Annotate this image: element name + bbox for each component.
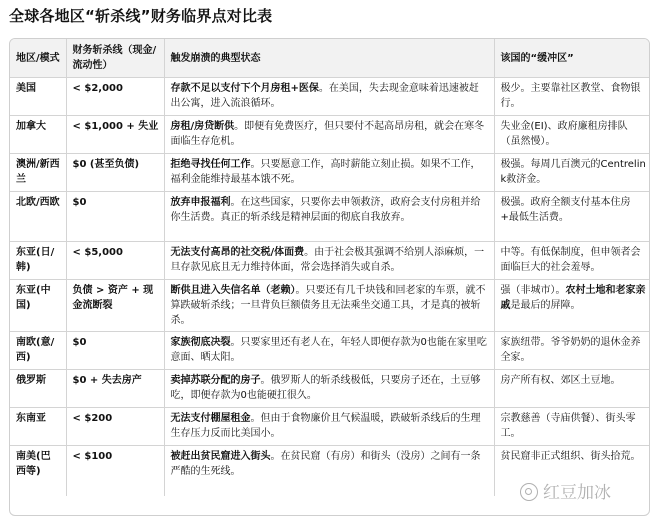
buffer-detail: 是最后的屏障。	[510, 300, 581, 311]
buffer-detail: 失业金(EI)、政府廉租房排队（虽然慢）。	[500, 121, 628, 147]
header-trigger-state: 触发崩溃的典型状态	[164, 39, 494, 78]
table-row	[10, 332, 650, 370]
comparison-table	[10, 39, 650, 496]
cell-cutoff-line: 负债 > 资产 + 现金流断裂	[66, 280, 164, 332]
buffer-keyword: 农村土地和老家亲戚	[500, 285, 646, 311]
trigger-state-keyword: 家族彻底决裂	[170, 337, 231, 348]
trigger-state-keyword: 无法支付高昂的社交税/体面费	[170, 247, 305, 258]
trigger-state-detail: 。俄罗斯人的斩杀线极低，只要房子还在，土豆够吃，即便存款为0也能硬扛很久。	[170, 375, 481, 401]
cell-cutoff-line: $0	[66, 332, 164, 370]
weibo-logo-icon	[520, 483, 538, 501]
cell-buffer	[494, 116, 650, 154]
trigger-state-detail: 。只要家里还有老人在，年轻人即便存款为0也能在家里吃意面、晒太阳。	[170, 337, 487, 363]
watermark-text: 红豆加冰	[543, 483, 611, 503]
table-body	[10, 78, 650, 496]
buffer-detail: 极强。政府全额支付基本住房+最低生活费。	[500, 197, 631, 223]
table-row	[10, 78, 650, 116]
cell-cutoff-line: < $100	[66, 446, 164, 496]
buffer-detail: 极强。每周几百澳元的Centrelink救济金。	[500, 159, 646, 185]
trigger-state-detail: 。只要愿意工作，高时薪能立刻止损。如果不工作，福利金能维持最基本饿不死。	[170, 159, 481, 185]
trigger-state-detail: 。由于社会极其强调不给别人添麻烦，一旦存款见底且无力维持体面，常会选择消失或自杀。	[170, 247, 485, 273]
buffer-prefix: 强（非城市）。	[500, 285, 566, 296]
table-header	[10, 39, 650, 78]
cell-cutoff-line: $0	[66, 192, 164, 242]
trigger-state-keyword: 断供且进入失信名单（老赖）	[170, 285, 296, 296]
table-row	[10, 242, 650, 280]
cell-buffer	[494, 192, 650, 242]
cell-trigger-state	[164, 78, 494, 116]
cell-cutoff-line: < $1,000 + 失业	[66, 116, 164, 154]
cell-trigger-state	[164, 370, 494, 408]
header-row	[10, 39, 650, 78]
trigger-state-keyword: 存款不足以支付下个月房租+医保	[170, 83, 319, 94]
buffer-detail: 房产所有权、郊区土豆地。	[500, 375, 621, 386]
buffer-detail: 极少。主要靠社区教堂、食物银行。	[500, 83, 641, 109]
buffer-detail: 贫民窟非正式组织、街头拾荒。	[500, 451, 641, 462]
trigger-state-keyword: 无法支付棚屋租金	[170, 413, 251, 424]
cell-region: 加拿大	[10, 116, 66, 154]
page-title: 全球各地区“斩杀线”财务临界点对比表	[9, 7, 273, 25]
cell-cutoff-line: < $5,000	[66, 242, 164, 280]
watermark	[520, 482, 611, 504]
cell-cutoff-line: < $2,000	[66, 78, 164, 116]
cell-cutoff-line: $0 + 失去房产	[66, 370, 164, 408]
cell-buffer	[494, 408, 650, 446]
cell-region: 澳洲/新西兰	[10, 154, 66, 192]
table-row	[10, 280, 650, 332]
table-row	[10, 116, 650, 154]
cell-trigger-state	[164, 154, 494, 192]
cell-region: 东南亚	[10, 408, 66, 446]
cell-cutoff-line: $0 (甚至负债)	[66, 154, 164, 192]
trigger-state-keyword: 卖掉苏联分配的房子	[170, 375, 261, 386]
header-cutoff-line: 财务斩杀线（现金/流动性）	[66, 39, 164, 78]
cell-cutoff-line: < $200	[66, 408, 164, 446]
cell-region: 北欧/西欧	[10, 192, 66, 242]
cell-region: 南美(巴西等)	[10, 446, 66, 496]
cell-trigger-state	[164, 242, 494, 280]
cell-region: 美国	[10, 78, 66, 116]
trigger-state-detail: 。只要还有几千块钱和回老家的车票，就不算跌破斩杀线；一旦背负巨额债务且无法乘坐交通工具，才是真的被斩杀。	[170, 285, 486, 326]
table-row	[10, 192, 650, 242]
trigger-state-keyword: 拒绝寻找任何工作	[170, 159, 251, 170]
cell-buffer	[494, 154, 650, 192]
table-row	[10, 408, 650, 446]
header-region: 地区/模式	[10, 39, 66, 78]
cell-trigger-state	[164, 446, 494, 496]
buffer-detail: 家族纽带。爷爷奶奶的退休金养全家。	[500, 337, 641, 363]
cell-trigger-state	[164, 116, 494, 154]
comparison-table-container	[9, 38, 650, 516]
trigger-state-detail: 。在贫民窟（有房）和街头（没房）之间有一条严酷的生死线。	[170, 451, 481, 477]
cell-buffer	[494, 78, 650, 116]
trigger-state-keyword: 被赶出贫民窟进入街头	[170, 451, 271, 462]
cell-region: 东亚(中国)	[10, 280, 66, 332]
cell-buffer	[494, 370, 650, 408]
cell-buffer	[494, 242, 650, 280]
cell-buffer	[494, 280, 650, 332]
cell-trigger-state	[164, 280, 494, 332]
cell-buffer	[494, 332, 650, 370]
buffer-detail: 中等。有低保制度，但申领者会面临巨大的社会羞辱。	[500, 247, 641, 273]
table-row	[10, 154, 650, 192]
cell-region: 东亚(日/韩)	[10, 242, 66, 280]
cell-region: 南欧(意/西)	[10, 332, 66, 370]
trigger-state-detail: 。在美国，失去现金意味着迅速被赶出公寓，进入流浪循环。	[170, 83, 479, 109]
trigger-state-detail: 。在这些国家，只要你去申领救济，政府会支付房租并给你生活费。真正的斩杀线是精神层面的彻底自我放弃。	[170, 197, 481, 223]
cell-trigger-state	[164, 332, 494, 370]
cell-trigger-state	[164, 192, 494, 242]
trigger-state-keyword: 放弃申报福利	[170, 197, 231, 208]
trigger-state-detail: 。但由于食物廉价且气候温暖，跌破斩杀线后的生理生存压力反而比美国小。	[170, 413, 481, 439]
trigger-state-detail: 。即便有免费医疗，但只要付不起高昂房租，就会在寒冬面临生存危机。	[170, 121, 485, 147]
buffer-detail: 宗教慈善（寺庙供餐）、街头零工。	[500, 413, 636, 439]
trigger-state-keyword: 房租/房贷断供	[170, 121, 235, 132]
header-buffer: 该国的“缓冲区”	[494, 39, 650, 78]
cell-region: 俄罗斯	[10, 370, 66, 408]
table-row	[10, 370, 650, 408]
cell-trigger-state	[164, 408, 494, 446]
